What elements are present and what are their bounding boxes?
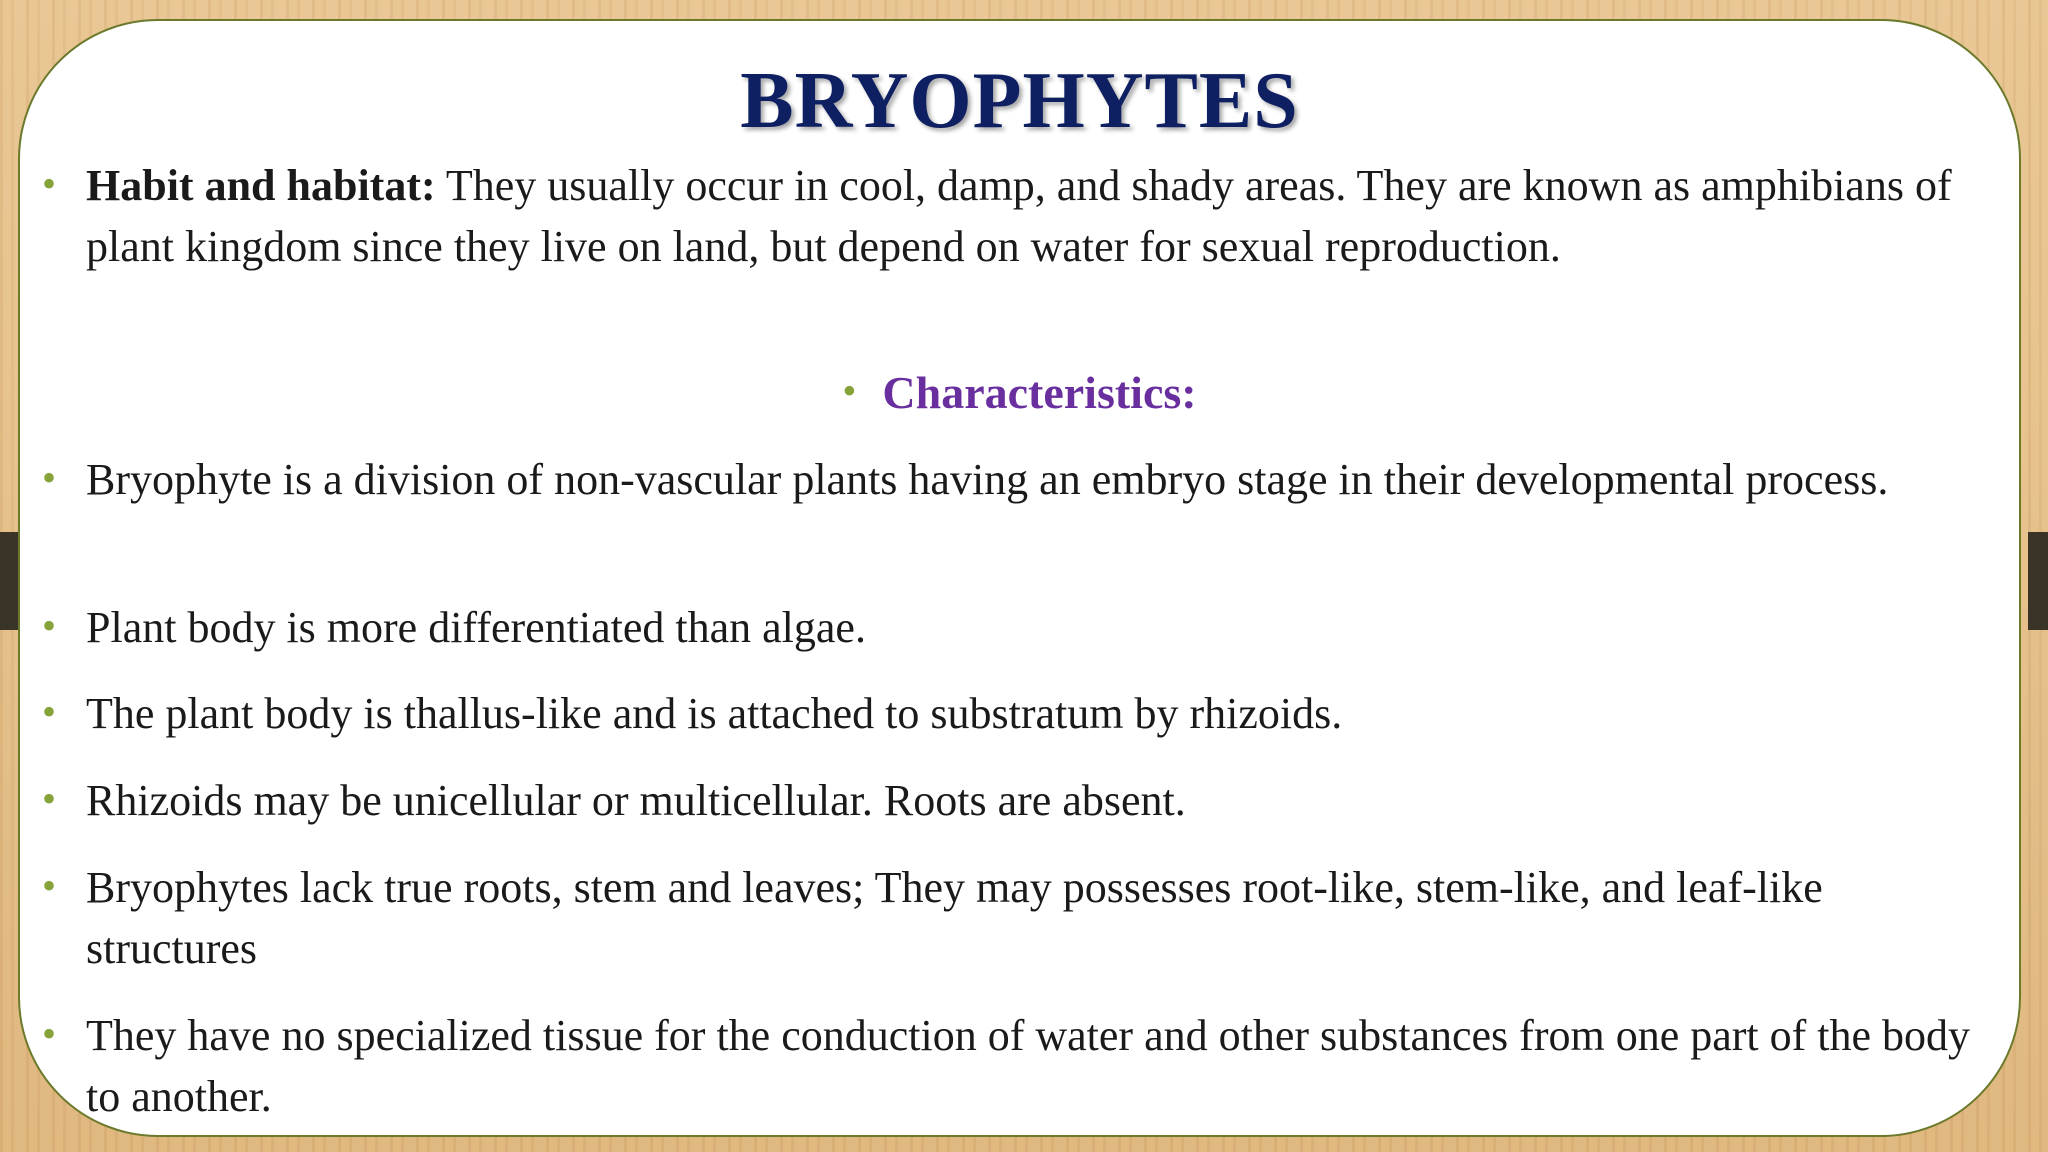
slide-title: BRYOPHYTES — [740, 57, 1299, 145]
habitat-label: Habit and habitat: — [86, 161, 436, 210]
characteristic-item — [42, 1005, 1986, 1127]
habitat-text: They usually occur in cool, damp, and shady areas. They are known as amphibians of plant kingdom since they live on land, but depend on water for sexual reproduction. — [86, 161, 1952, 271]
slide-card — [18, 19, 2021, 1137]
characteristics-heading — [20, 360, 2019, 423]
bullet-icon: • — [842, 368, 857, 413]
characteristics-heading-text: Characteristics: — [882, 367, 1197, 418]
characteristic-item — [42, 683, 1986, 744]
characteristic-text: Rhizoids may be unicellular or multicellular. Roots are absent. — [86, 776, 1186, 825]
bullet-icon: • — [42, 161, 57, 206]
characteristic-item — [42, 597, 1986, 658]
bullet-icon: • — [42, 863, 57, 908]
characteristic-text: Bryophytes lack true roots, stem and leaves; They may possesses root-like, stem-like, and leaf-like structures — [86, 863, 1823, 973]
right-edge-tab — [2028, 532, 2048, 630]
characteristic-item — [42, 857, 1986, 979]
left-edge-tab — [0, 532, 20, 630]
bullet-icon: • — [42, 455, 57, 500]
bullet-icon: • — [42, 776, 57, 821]
characteristic-text: The plant body is thallus-like and is attached to substratum by rhizoids. — [86, 689, 1343, 738]
characteristic-item — [42, 449, 1986, 510]
habitat-item — [42, 155, 1986, 277]
characteristic-text: Bryophyte is a division of non-vascular plants having an embryo stage in their developmental process. — [86, 455, 1889, 504]
bullet-icon: • — [42, 1011, 57, 1056]
characteristic-text: Plant body is more differentiated than algae. — [86, 603, 866, 652]
characteristic-item — [42, 770, 1986, 831]
bullet-icon: • — [42, 689, 57, 734]
bullet-icon: • — [42, 603, 57, 648]
characteristic-text: They have no specialized tissue for the conduction of water and other substances from one part of the body to another. — [86, 1011, 1971, 1121]
